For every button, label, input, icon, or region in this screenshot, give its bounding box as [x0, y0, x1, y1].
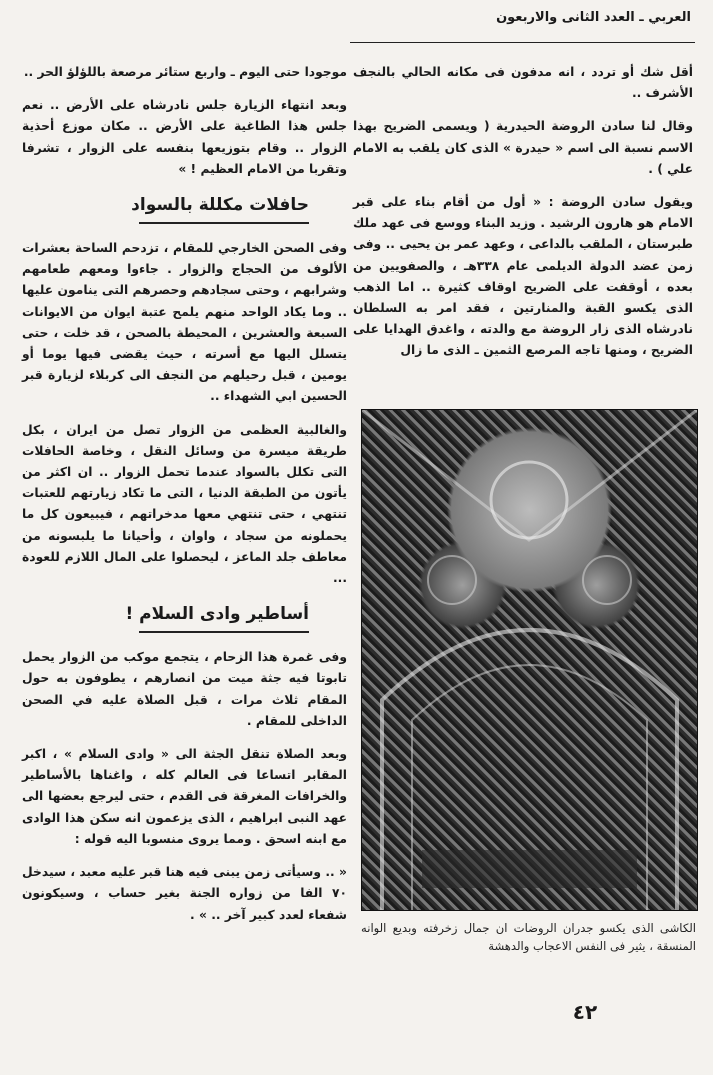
paragraph: وبعد الصلاة تنقل الجثة الى « وادى السلام » ، اكبر المقابر اتساعا فى العالم كله ، واغناها بالأساطير والخرافات المغرقة فى القدم ، حتى ليرجع بعضها الى عهد النبى ابراهيم ، الذى يزعمون انه سكن هذا الوادى مع ابنه اسحق . ومما يروى منسوبا اليه قوله :	[22, 747, 347, 846]
page-number: ٤٢	[572, 1000, 598, 1024]
ornament-pattern	[362, 410, 697, 910]
paragraph: والغالبية العظمى من الزوار تصل من ايران ، بكل طريقة ميسرة من وسائل النقل ، وخاصة الحافلات التى تكلل بالسواد عندما تحمل الزوار .. ان اكثر من يأتون من الطبقة الدنيا ، التى ما تكاد زيارتهم للعتبات تنتهي ، حتى تنتهي معها مدخراتهم ، فيبيعون كل ما يحملونه من سجاد ، واوان ، وأحيانا ما يلبسونه من معاطف جلد الماعز ، ليحصلوا على المال اللازم للعودة ...	[22, 422, 347, 586]
section-heading: أساطير وادى السلام !	[125, 604, 309, 625]
paragraph: ويقول سادن الروضة : « أول من أقام بناء على قبر الامام هو هارون الرشيد . وزيد البناء ووسع فى عهد ملك طبرستان ، الملقب بالداعى ، وعهد عمر بن يحيى .. وفى زمن عضد الدولة الديلمى عام ٣٣٨هـ ، والصفويين من بعده ، أوقفت على الضريح اوقاف كثيرة .. اما الذهب الذى يكسو القبة والمنارتين ، فقد امر به السلطان نادرشاه الذى زار الروضة مع والدته ، واغدق الهدايا على الضريح ، ومنها تاجه المرصع الثمين ـ الذى ما زال	[353, 195, 693, 358]
running-header: العربي ـ العدد الثانى والاربعون	[496, 10, 691, 25]
paragraph: أقل شك أو تردد ، انه مدفون فى مكانه الحالي بالنجف الأشرف ..	[353, 65, 693, 101]
paragraph: موجودا حتى اليوم ـ واربع ستائر مرصعة باللؤلؤ الحر ..	[23, 65, 347, 79]
paragraph: وقال لنا سادن الروضة الحيدرية ( ويسمى الضريح بهذا الاسم نسبة الى اسم « حيدرة » الذى كان يلقب به الامام علي ) .	[353, 119, 693, 176]
left-column	[22, 62, 347, 938]
paragraph: وفى غمرة هذا الزحام ، يتجمع موكب من الزوار يحمل تابوتا فيه جثة ميت من انصارهم ، يطوفون به حول المقام ثلاث مرات ، قبل الصلاة عليه في الصحن الداخلى للمقام .	[22, 650, 347, 728]
shrine-tile-photo	[361, 409, 698, 911]
paragraph: وبعد انتهاء الزيارة جلس نادرشاه على الأرض .. نعم جلس هذا الطاغية على الأرض .. مكان موزع أحذية الزوار .. وقام بتوزيعها بنفسه على الزوار ، تشرفا وتقربا من الامام العظيم ! »	[22, 98, 347, 176]
right-column	[353, 62, 693, 374]
section-heading: حافلات مكللة بالسواد	[131, 195, 309, 216]
header-rule	[350, 42, 695, 43]
heading-rule	[139, 631, 309, 633]
figure-caption: الكاشى الذى يكسو جدران الروضات ان جمال زخرفته وبديع الوانه المنسقة ، يثير فى النفس الاعجاب والدهشة	[361, 921, 696, 953]
paragraph: وفى الصحن الخارجي للمقام ، تزدحم الساحة بعشرات الألوف من الحجاج والزوار . جاءوا ومعهم طعامهم وشرابهم ، وحتى سجادهم وحصرهم التى ينامون عليها .. وما يكاد الواحد منهم يلمح عتبة ايوان من الايوانات السبعة والعشرين ، المحيطة بالصحن ، قد خلت ، حتى يتسلل اليها مع أسرته ، حيث يقضى فيها يوما أو يومين ، قبل رحيلهم من النجف الى كربلاء لزيارة قبر الحسين ابي الشهداء ..	[22, 241, 347, 404]
paragraph: « .. وسيأتى زمن يبنى فيه هنا قبر عليه معبد ، سيدخل ٧٠ الفا من زواره الجنة بغير حساب ، وسيكونون شفعاء لعدد كبير آخر .. » .	[22, 865, 347, 922]
heading-rule	[139, 222, 309, 224]
